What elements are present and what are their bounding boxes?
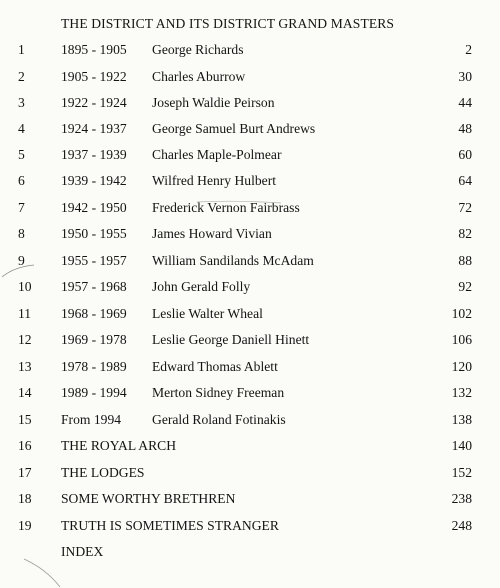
entry-page: 92 [458, 279, 472, 294]
entry-years: 1957 - 1968 [61, 279, 127, 294]
master-row [0, 200, 500, 220]
master-row [0, 95, 500, 115]
entry-number: 13 [18, 359, 32, 374]
master-row [0, 69, 500, 89]
master-row [0, 332, 500, 352]
entry-years: 1955 - 1957 [61, 253, 127, 268]
entry-number: 16 [18, 438, 32, 453]
entry-page: 82 [458, 226, 472, 241]
entry-title: SOME WORTHY BRETHREN [61, 491, 236, 506]
entry-number: 17 [18, 465, 32, 480]
entry-name: John Gerald Folly [152, 279, 251, 294]
entry-years: 1922 - 1924 [61, 95, 127, 110]
entry-name: Leslie George Daniell Hinett [152, 332, 310, 347]
master-row [0, 279, 500, 299]
entry-page: 140 [451, 438, 472, 453]
entry-name: George Samuel Burt Andrews [152, 121, 316, 136]
contents-heading: THE DISTRICT AND ITS DISTRICT GRAND MASTERS [61, 16, 395, 31]
entry-page: 72 [458, 200, 472, 215]
entry-number: 5 [18, 147, 25, 162]
entry-number: 15 [18, 412, 32, 427]
entry-number: 12 [18, 332, 32, 347]
entry-years: 1924 - 1937 [61, 121, 127, 136]
entry-page: 44 [458, 95, 472, 110]
entry-page: 2 [465, 42, 472, 57]
entry-years: 1937 - 1939 [61, 147, 127, 162]
entry-name: Charles Aburrow [152, 69, 246, 84]
entry-page: 60 [458, 147, 472, 162]
entry-number: 11 [18, 306, 32, 321]
entry-name: Charles Maple-Polmear [152, 147, 282, 162]
entry-name: James Howard Vivian [152, 226, 272, 241]
entry-years: From 1994 [61, 412, 122, 427]
entry-number: 3 [18, 95, 25, 110]
entry-page: 88 [458, 253, 472, 268]
entry-page: 120 [451, 359, 472, 374]
entry-page: 106 [451, 332, 472, 347]
entry-years: 1969 - 1978 [61, 332, 127, 347]
master-row [0, 306, 500, 326]
entry-page: 152 [451, 465, 472, 480]
master-row [0, 42, 500, 62]
section-row [0, 465, 500, 485]
entry-name: Gerald Roland Fotinakis [152, 412, 286, 427]
master-row [0, 147, 500, 167]
entry-years: 1895 - 1905 [61, 42, 127, 57]
entry-number: 2 [18, 69, 25, 84]
entry-name: George Richards [152, 42, 244, 57]
entry-title: INDEX [61, 544, 104, 559]
entry-number: 7 [18, 200, 25, 215]
entry-title: TRUTH IS SOMETIMES STRANGER [61, 518, 279, 533]
entry-years: 1968 - 1969 [61, 306, 127, 321]
entry-page: 48 [458, 121, 472, 136]
entry-name: Frederick Vernon Fairbrass [152, 200, 300, 215]
entry-page: 238 [451, 491, 472, 506]
section-row [0, 491, 500, 511]
master-row [0, 412, 500, 432]
entry-years: 1905 - 1922 [61, 69, 127, 84]
section-row [0, 544, 500, 564]
entry-number: 8 [18, 226, 25, 241]
entry-years: 1939 - 1942 [61, 173, 127, 188]
section-row [0, 518, 500, 538]
entry-page: 30 [458, 69, 472, 84]
entry-page: 64 [458, 173, 472, 188]
section-row [0, 438, 500, 458]
entry-number: 9 [18, 253, 25, 268]
master-row [0, 121, 500, 141]
entry-title: THE LODGES [61, 465, 145, 480]
entry-name: Wilfred Henry Hulbert [152, 173, 277, 188]
entry-name: Edward Thomas Ablett [152, 359, 278, 374]
entry-title: THE ROYAL ARCH [61, 438, 177, 453]
master-row [0, 359, 500, 379]
entry-page: 132 [451, 385, 472, 400]
entry-name: Merton Sidney Freeman [152, 385, 285, 400]
entry-number: 14 [18, 385, 32, 400]
master-row [0, 253, 500, 273]
entry-number: 1 [18, 42, 25, 57]
entry-number: 4 [18, 121, 25, 136]
entry-number: 19 [18, 518, 32, 533]
entry-years: 1942 - 1950 [61, 200, 127, 215]
entry-number: 18 [18, 491, 32, 506]
entry-years: 1978 - 1989 [61, 359, 127, 374]
entry-name: Leslie Walter Wheal [152, 306, 263, 321]
master-row [0, 173, 500, 193]
master-row [0, 226, 500, 246]
entry-years: 1950 - 1955 [61, 226, 127, 241]
entry-page: 138 [451, 412, 472, 427]
entry-name: William Sandilands McAdam [152, 253, 314, 268]
master-row [0, 385, 500, 405]
entry-name: Joseph Waldie Peirson [152, 95, 275, 110]
entry-page: 102 [451, 306, 472, 321]
entry-years: 1989 - 1994 [61, 385, 127, 400]
entry-page: 248 [451, 518, 472, 533]
entry-number: 6 [18, 173, 25, 188]
entry-number: 10 [18, 279, 32, 294]
